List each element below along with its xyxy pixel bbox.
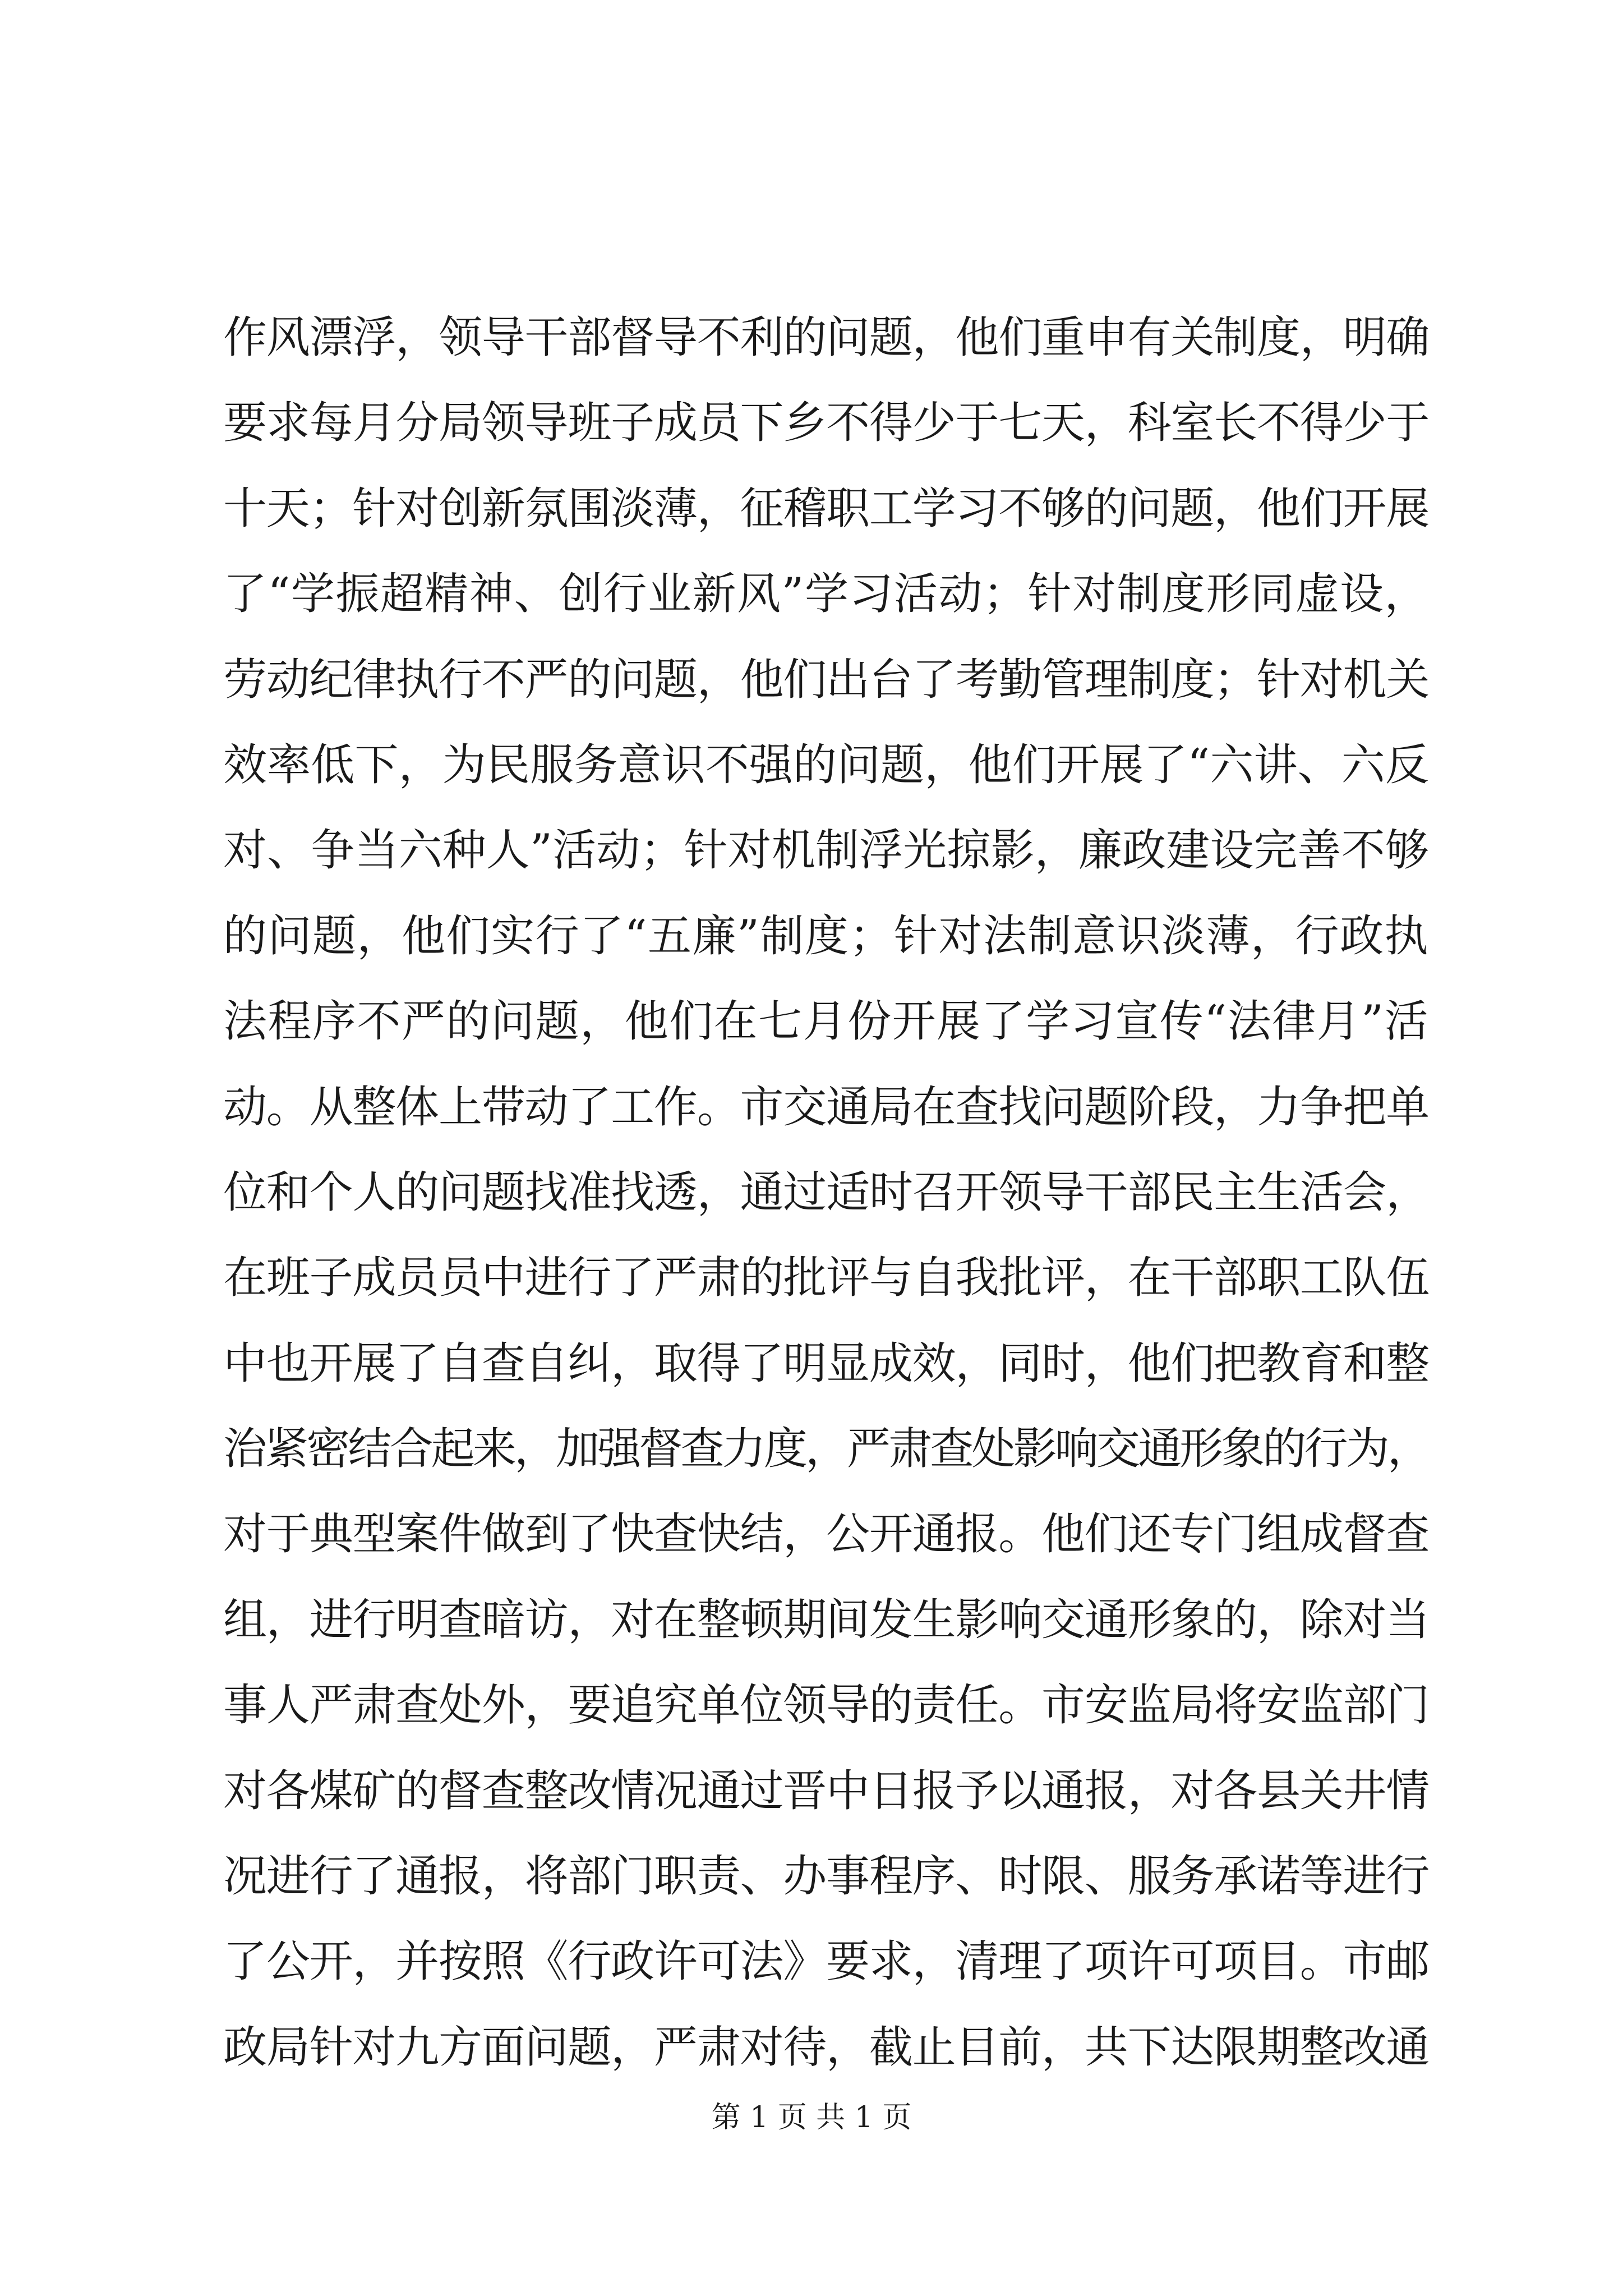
text-line: 十天；针对创新氛围淡薄，征稽职工学习不够的问题，他们开展: [223, 483, 1430, 534]
text-line: 效率低下，为民服务意识不强的问题，他们开展了“六讲、六反: [223, 739, 1430, 790]
text-line: 政局针对九方面问题，严肃对待，截止目前，共下达限期整改通: [223, 2022, 1430, 2073]
text-line: 事人严肃查处外，要追究单位领导的责任。市安监局将安监部门: [223, 1680, 1430, 1731]
text-line: 劳动纪律执行不严的问题，他们出台了考勤管理制度；针对机关: [223, 654, 1430, 705]
text-line: 要求每月分局领导班子成员下乡不得少于七天，科室长不得少于: [223, 398, 1430, 449]
text-line: 作风漂浮，领导干部督导不利的问题，他们重申有关制度，明确: [223, 312, 1430, 363]
text-line: 了“学振超精神、创行业新风”学习活动；针对制度形同虚设，: [223, 569, 1430, 620]
page-number: 第 1 页 共 1 页: [711, 2101, 912, 2134]
page-footer: [0, 2098, 1623, 2137]
body-text: [223, 295, 1429, 2090]
text-line: 组，进行明查暗访，对在整顿期间发生影响交通形象的，除对当: [223, 1594, 1430, 1645]
text-line: 况进行了通报，将部门职责、办事程序、时限、服务承诺等进行: [223, 1851, 1430, 1902]
text-line: 了公开，并按照《行政许可法》要求，清理了项许可项目。市邮: [223, 1936, 1430, 1987]
text-line: 在班子成员员中进行了严肃的批评与自我批评，在干部职工队伍: [223, 1253, 1430, 1304]
text-line: 动。从整体上带动了工作。市交通局在查找问题阶段，力争把单: [223, 1082, 1430, 1133]
text-line: 对于典型案件做到了快查快结，公开通报。他们还专门组成督查: [223, 1509, 1430, 1560]
text-line: 法程序不严的问题，他们在七月份开展了学习宣传“法律月”活: [223, 996, 1430, 1047]
text-line: 位和个人的问题找准找透，通过适时召开领导干部民主生活会，: [223, 1167, 1430, 1218]
text-line: 治紧密结合起来，加强督查力度，严肃查处影响交通形象的行为，: [223, 1424, 1430, 1475]
text-line: 对各煤矿的督查整改情况通过晋中日报予以通报，对各县关井情: [223, 1765, 1430, 1816]
text-line: 中也开展了自查自纠，取得了明显成效，同时，他们把教育和整: [223, 1338, 1430, 1389]
text-line: 对、争当六种人”活动；针对机制浮光掠影，廉政建设完善不够: [223, 825, 1430, 876]
text-line: 的问题，他们实行了“五廉”制度；针对法制意识淡薄，行政执: [223, 910, 1430, 961]
